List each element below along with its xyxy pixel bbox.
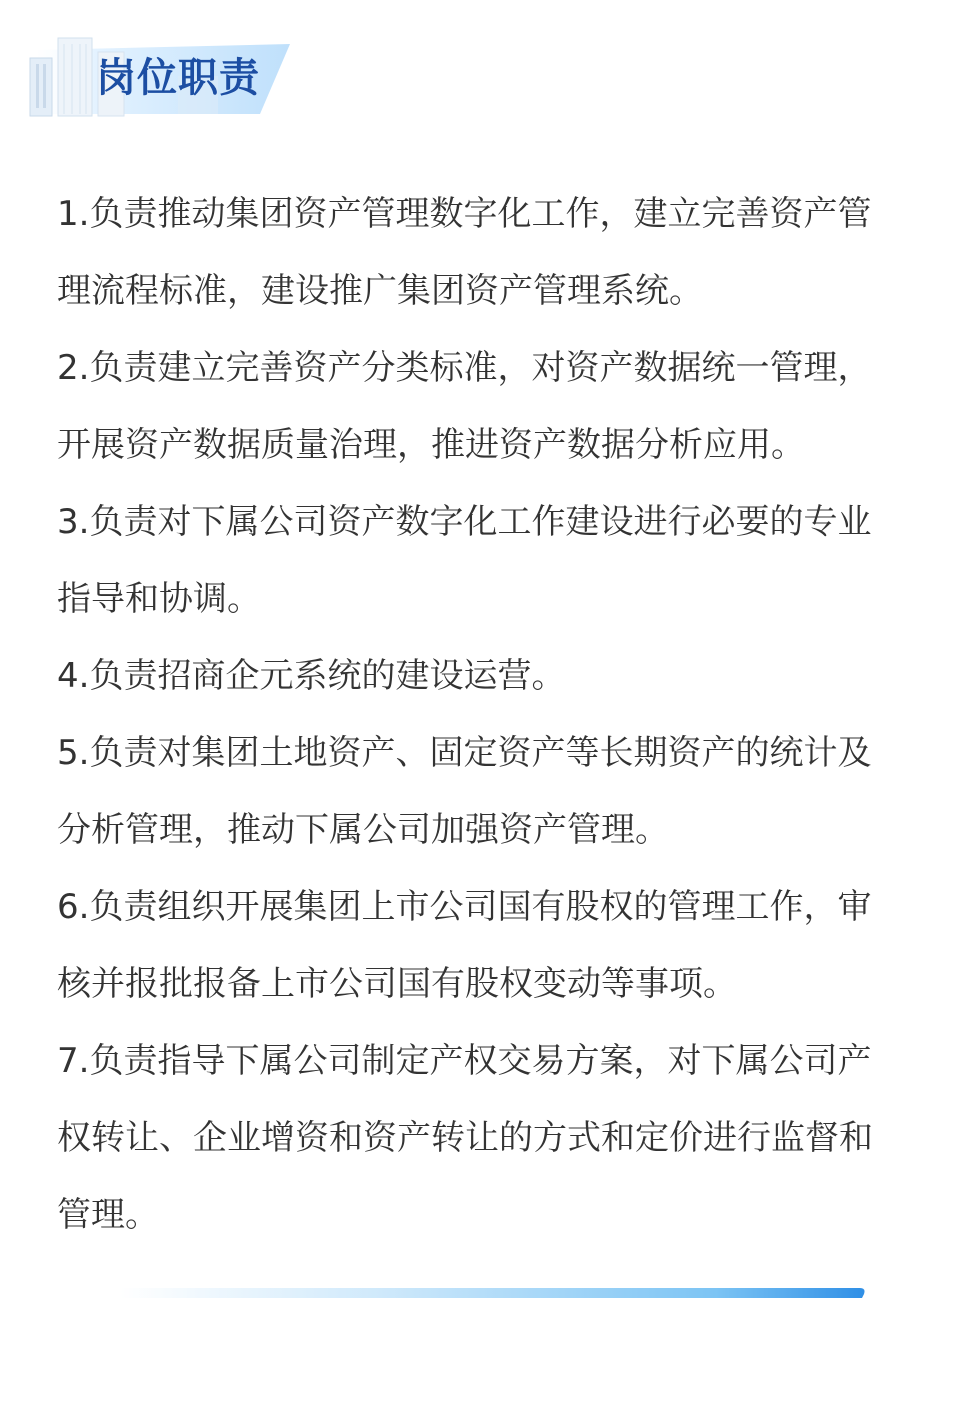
section-header <box>28 36 298 120</box>
list-item: 7.负责指导下属公司制定产权交易方案，对下属公司产权转让、企业增资和资产转让的方式和定价进行监督和管理。 <box>57 1041 873 1235</box>
list-item: 1.负责推动集团资产管理数字化工作，建立完善资产管理流程标准，建设推广集团资产管理系统。 <box>57 194 872 311</box>
list-item: 3.负责对下属公司资产数字化工作建设进行必要的专业指导和协调。 <box>57 502 872 619</box>
list-item: 6.负责组织开展集团上市公司国有股权的管理工作，审核并报批报备上市公司国有股权变动等事项。 <box>57 887 872 1004</box>
list-item: 2.负责建立完善资产分类标准，对资产数据统一管理，开展资产数据质量治理，推进资产数据分析应用。 <box>57 348 872 465</box>
list-item: 4.负责招商企元系统的建设运营。 <box>57 656 566 696</box>
section-title: 岗位职责 <box>96 54 260 101</box>
duty-list <box>57 176 903 1254</box>
gradient-divider <box>120 1286 866 1300</box>
list-item: 5.负责对集团土地资产、固定资产等长期资产的统计及分析管理，推动下属公司加强资产管理。 <box>57 733 872 850</box>
